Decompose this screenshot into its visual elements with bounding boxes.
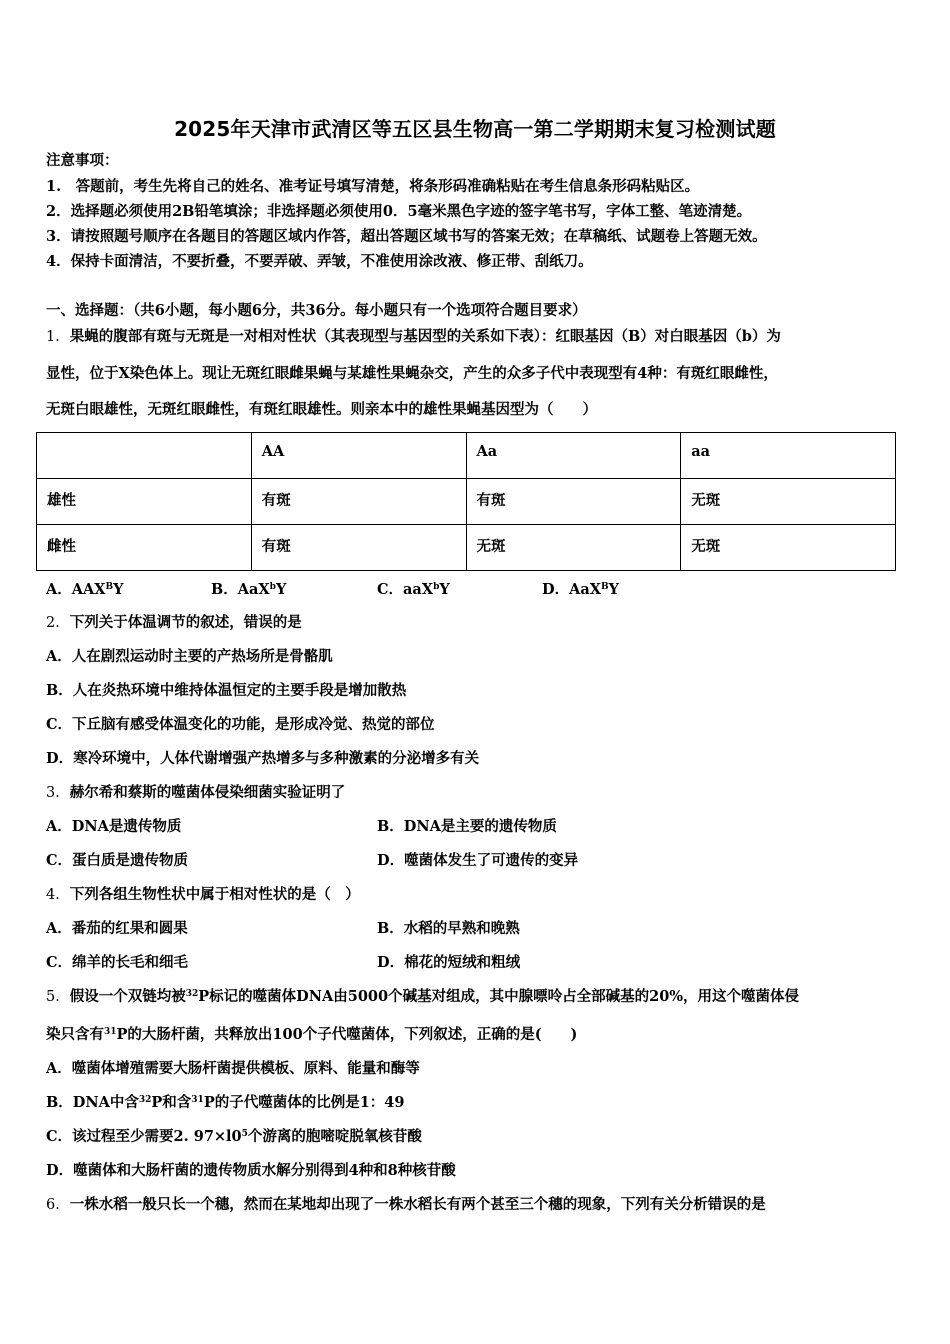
question-text: 一株水稻一般只长一个穗，然而在某地却出现了一株水稻长有两个甚至三个穗的现象，下列有关分析错误的是 xyxy=(69,1196,766,1213)
q2-option-c: C．下丘脑有感受体温变化的功能，是形成冷觉、热觉的部位 xyxy=(46,716,435,733)
question-number: 1． xyxy=(46,329,70,345)
question-5-line-2 xyxy=(46,1025,904,1045)
question-number: 4． xyxy=(46,887,70,903)
q3-options-row-1 xyxy=(46,817,904,837)
q4-option-d: D．棉花的短绒和粗绒 xyxy=(377,954,521,971)
option-text: A．AAX xyxy=(46,581,106,598)
option-text: P的子代噬菌体的比例是1：49 xyxy=(203,1094,405,1111)
question-1-line-2: 显性，位于X染色体上。现让无斑红眼雌果蝇与某雄性果蝇杂交，产生的众多子代中表现型有4种：有斑红眼雌性， xyxy=(46,365,778,382)
q4-options-row-1 xyxy=(46,919,904,939)
q5-option-a: A．噬菌体增殖需要大肠杆菌提供模板、原料、能量和酶等 xyxy=(46,1060,420,1077)
notice-heading: 注意事项： xyxy=(46,152,119,169)
q1-option-b xyxy=(211,578,286,599)
option-text: B．DNA中含 xyxy=(46,1094,139,1111)
question-text: 果蝇的腹部有斑与无斑是一对相对性状（其表现型与基因型的关系如下表）：红眼基因（B）对白眼基因（b）为 xyxy=(69,328,781,345)
superscript: 32 xyxy=(138,1095,152,1105)
table-cell: 雌性 xyxy=(37,525,252,571)
question-6 xyxy=(46,1195,904,1215)
question-5-line-1 xyxy=(46,987,904,1007)
question-3 xyxy=(46,783,904,803)
option-text: Y xyxy=(608,581,619,598)
question-number: 3． xyxy=(46,785,70,801)
q3-options-row-2 xyxy=(46,851,904,871)
page-title: 2025年天津市武清区等五区县生物高一第二学期期末复习检测试题 xyxy=(174,117,776,141)
option-text: C．该过程至少需要2. 97×l0 xyxy=(46,1128,242,1145)
table-cell: 无斑 xyxy=(466,525,681,571)
q2-option-b: B．人在炎热环境中维持体温恒定的主要手段是增加散热 xyxy=(46,682,407,699)
table-row xyxy=(37,525,896,571)
table-cell: AA xyxy=(251,433,466,479)
option-text: Y xyxy=(113,581,124,598)
table-header-row xyxy=(37,433,896,479)
option-text: B．AaX xyxy=(211,581,270,598)
question-4 xyxy=(46,885,904,905)
question-text: 假设一个双链均被 xyxy=(69,988,186,1005)
superscript: b xyxy=(433,582,440,592)
section-heading: 一、选择题：（共6小题，每小题6分，共36分。每小题只有一个选项符合题目要求） xyxy=(46,302,587,319)
question-text: 下列关于体温调节的叙述，错误的是 xyxy=(69,614,302,631)
table-cell xyxy=(37,433,252,479)
question-text: P的大肠杆菌，共释放出100个子代噬菌体，下列叙述，正确的是( ) xyxy=(116,1026,578,1043)
superscript: 32 xyxy=(185,989,199,999)
q2-option-a: A．人在剧烈运动时主要的产热场所是骨骼肌 xyxy=(46,648,333,665)
q4-options-row-2 xyxy=(46,953,904,973)
table-cell: 无斑 xyxy=(681,525,896,571)
q5-option-c xyxy=(46,1127,904,1147)
question-number: 5． xyxy=(46,989,70,1005)
question-text: 赫尔希和蔡斯的噬菌体侵染细菌实验证明了 xyxy=(69,784,346,801)
notice-item-4: 4．保持卡面清洁，不要折叠，不要弄破、弄皱，不准使用涂改液、修正带、刮纸刀。 xyxy=(46,253,593,270)
table-cell: 有斑 xyxy=(251,525,466,571)
table-cell: 无斑 xyxy=(681,479,896,525)
question-text: P标记的噬菌体DNA由5000个碱基对组成，其中腺嘌呤占全部碱基的20%，用这个噬菌体侵 xyxy=(198,988,800,1005)
option-text: C．aaX xyxy=(377,581,434,598)
question-text: 染只含有 xyxy=(46,1026,104,1043)
option-text: 个游离的胞嘧啶脱氧核苷酸 xyxy=(247,1128,422,1145)
q5-option-b xyxy=(46,1093,904,1113)
option-text: Y xyxy=(439,581,450,598)
notice-item-2: 2．选择题必须使用2B铅笔填涂；非选择题必须使用0．5毫米黑色字迹的签字笔书写，字体工整、笔迹清楚。 xyxy=(46,203,752,220)
question-2 xyxy=(46,613,904,633)
q2-option-d: D．寒冷环境中，人体代谢增强产热增多与多种激素的分泌增多有关 xyxy=(46,750,480,767)
question-text: 下列各组生物性状中属于相对性状的是（ ） xyxy=(69,886,360,903)
genotype-table xyxy=(36,432,896,571)
superscript: B xyxy=(105,582,114,592)
superscript: b xyxy=(269,582,276,592)
question-number: 6． xyxy=(46,1197,70,1213)
superscript: 5 xyxy=(241,1129,248,1139)
table-cell: Aa xyxy=(466,433,681,479)
question-number: 2． xyxy=(46,615,70,631)
table-cell: 有斑 xyxy=(251,479,466,525)
q5-option-d: D．噬菌体和大肠杆菌的遗传物质水解分别得到4种和8种核苷酸 xyxy=(46,1162,456,1179)
q3-option-b: B．DNA是主要的遗传物质 xyxy=(377,818,557,835)
table-row xyxy=(37,479,896,525)
q1-option-c xyxy=(377,578,450,599)
q4-option-a: A．番茄的红果和圆果 xyxy=(46,920,188,937)
superscript: B xyxy=(600,582,609,592)
question-1-line-3: 无斑白眼雄性，无斑红眼雌性，有斑红眼雄性。则亲本中的雄性果蝇基因型为（ ） xyxy=(46,401,597,418)
q4-option-b: B．水稻的早熟和晚熟 xyxy=(377,920,520,937)
q3-option-c: C．蛋白质是遗传物质 xyxy=(46,852,189,869)
option-text: D．AaX xyxy=(542,581,601,598)
question-1-line-1 xyxy=(46,327,904,347)
superscript: 31 xyxy=(191,1095,204,1105)
table-cell: 雄性 xyxy=(37,479,252,525)
q1-option-d xyxy=(542,578,619,599)
q1-option-a xyxy=(46,578,123,599)
option-text: P和含 xyxy=(151,1094,192,1111)
q3-option-d: D．噬菌体发生了可遗传的变异 xyxy=(377,852,579,869)
q4-option-c: C．绵羊的长毛和细毛 xyxy=(46,954,189,971)
option-text: Y xyxy=(275,581,287,598)
table-cell: 有斑 xyxy=(466,479,681,525)
superscript: 31 xyxy=(104,1027,117,1037)
q3-option-a: A．DNA是遗传物质 xyxy=(46,818,182,835)
notice-item-3: 3．请按照题号顺序在各题目的答题区域内作答，超出答题区域书写的答案无效；在草稿纸、试题卷上答题无效。 xyxy=(46,228,767,245)
table-cell: aa xyxy=(681,433,896,479)
notice-item-1: 1. 答题前，考生先将自己的姓名、准考证号填写清楚，将条形码准确粘贴在考生信息条形码粘贴区。 xyxy=(46,178,700,195)
